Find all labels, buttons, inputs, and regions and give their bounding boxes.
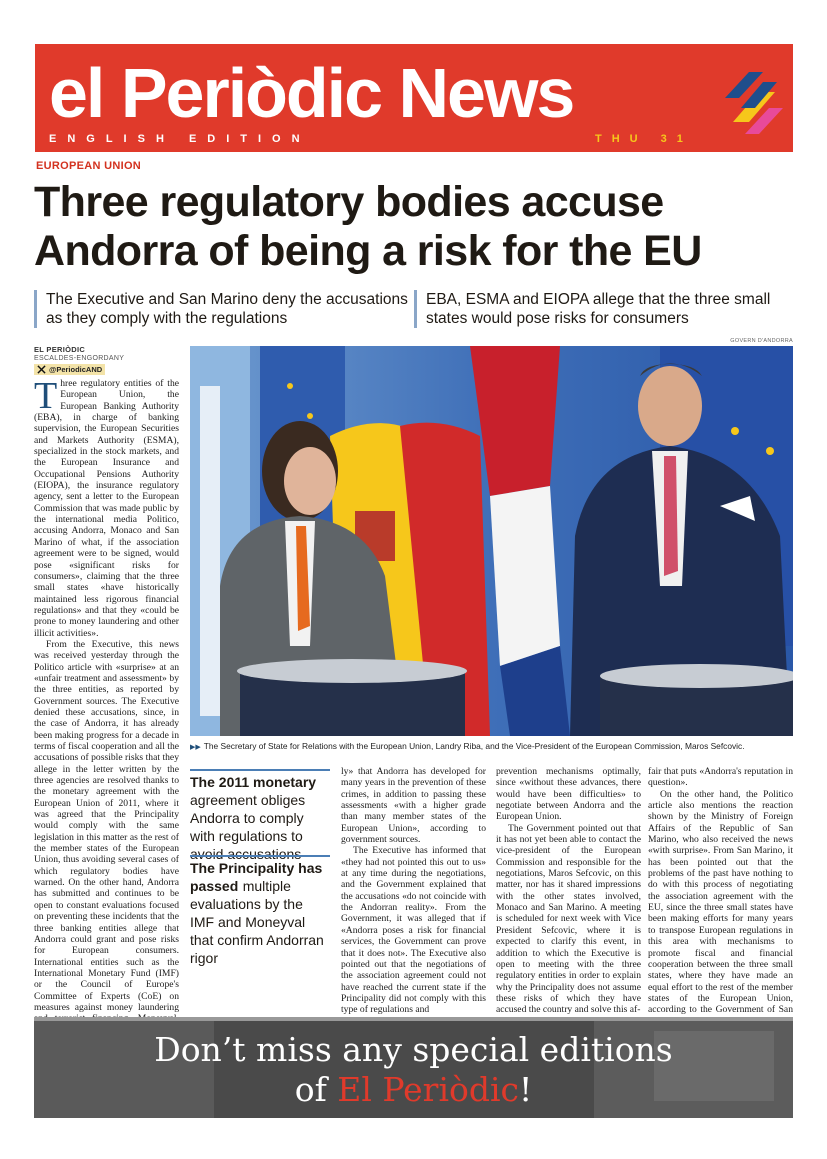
paragraph: prevention mechanisms optimally, since «without these advances, there would have been difficulties» to negotiate between Andorra and the European Union. (496, 766, 641, 823)
subheadline-right: EBA, ESMA and EIOPA allege that the three small states would pose risks for consumers (414, 290, 794, 328)
pull-quote-strong: The Principality has passed (190, 860, 323, 894)
paragraph: From the Executive, this news was received yesterday through the Politico article with «surprise» at an «unfair treatment and assessment» by the three entities, as reported by Government sources. The Executive denied these accusations, since, in the case of Andorra, it has already been making progress for a decade in terms of fiscal cooperation and all the accusations of possible risks that they allege in the letter written by the three agencies are resolved thanks to the monetary agreement with the European Union of 2011, where it was agreed that the Principality would comply with the same legislation in this matter as the rest of the member states of the European Union, thus avoiding several cases of which regulatory bodies have warned. On the other hand, Andorra has submitted and continues to be open to constant evaluations focused on preventing these incidents that the three banking entities allege that Andorra could grant and pose risks for European consumers. International entities such as the International Monetary Fund (IMF) or the Council of Europe's Committee of Experts (CoE) on measures against money laundering (34, 638, 179, 1013)
article-column-2 (341, 766, 486, 1016)
paragraph: ly» that Andorra has developed for many years in the prevention of these crimes, in addition to passing these assessments «with a higher grade than many member states of the European Union», according to government sources. (341, 766, 486, 846)
paragraph: The Executive has informed that «they had not pointed this out to us» at any time during the negotiations, and the Government explained that the accusations «do not coincide with the Andorran reality». From the Government, it was alleged that if «Andorra poses a risk for financial services, the Government can prove that it does not». The Executive also pointed out that the negotiations of the association agreement could not have reached the current state if the Principality did not comply with this type of regulations and (341, 845, 486, 1016)
masthead-title[interactable]: el Periòdic News (49, 54, 574, 132)
pull-quote-1 (190, 769, 330, 864)
byline-place: ESCALDES-ENGORDANY (34, 355, 125, 362)
article-column-1 (34, 375, 179, 1047)
press-conference-image (190, 346, 793, 736)
article-column-4 (648, 766, 793, 1027)
subheadline-left: The Executive and San Marino deny the accusations as they comply with the regulations (34, 290, 409, 328)
pull-quote-2 (190, 855, 330, 968)
photo-credit: GOVERN D'ANDORRA (730, 338, 793, 344)
ad-subline: of El Periòdic! (294, 1070, 533, 1109)
byline (34, 345, 179, 375)
twitter-handle[interactable] (34, 364, 105, 375)
paragraph: The Government pointed out that it has not yet been able to contact the vice-president of the European Commission and responsible for the negotiations, Maros Sefcovic, on this matter, nor has it shared impressions with the other states involved, Monaco and San Marino. A meeting is scheduled for next week with Vice President Sefcovic, where it is expected to clarify this event, in addition to which the Executive is open to meeting with the three regulatory entities in order to explain why the Principality does not assume these risks of which they have accused the country and solve this af- (496, 822, 641, 1016)
paragraph: On the other hand, the Politico article also mentions the reaction shown by the Ministry of Foreign Affairs of the Republic of San Marino, who also received the news «with surprise». From San Marino, it has been pointed out that the problems of the past have nothing to do with this process of negotiating the association agreement with the EU, since the three small states have been making efforts for many years to transpose European regulations in this area with mechanisms to promote fiscal and financial cooperation between the three small states, where they have made an equal effort to the rest of the member states of the European Union, according to the Government of San (648, 789, 793, 1027)
masthead-date: THU 31 (595, 133, 693, 145)
flag-stripes-logo-icon (719, 68, 783, 138)
paragraph: Three regulatory entities of the European Union, the European Banking Authority (EBA), in charge of banking supervision, the European Securities and Markets Authority (ESMA), specialized in the stock markets, and the European Insurance and Occupational Pensions Authority (EIOPA), the insurance regulatory agency, sent a letter to the European Commission that was made public by the international media Politico, accusing Andorra, Monaco and San Marino of what, if the association agreement were to be signed, would pose «significant risks for consumers», claiming that the three small states «have historically maintained less rigorous financial regulations» and that they «could be prone to money laundering and other illicit activities». (34, 375, 179, 639)
masthead-edition: ENGLISH EDITION (49, 133, 311, 145)
pull-quote-text: multiple evaluations by the IMF and Moneyval that confirm Andorran rigor (190, 878, 324, 966)
pull-quote-strong: The 2011 monetary (190, 774, 317, 790)
article-column-3 (496, 766, 641, 1016)
x-logo-icon (37, 365, 46, 374)
byline-author: EL PERIÒDIC (34, 345, 86, 354)
pull-quote-text: agreement obliges Andorra to comply with regulations to avoid accusations (190, 792, 306, 862)
dropcap: T (34, 375, 58, 417)
caption-arrow-icon: ▶▶ (190, 744, 201, 751)
ad-headline: Don’t miss any special editions (154, 1030, 673, 1069)
section-label[interactable]: EUROPEAN UNION (36, 160, 142, 172)
headline: Three regulatory bodies accuse Andorra of being a risk for the EU (34, 178, 702, 275)
ad-brand[interactable]: El Periòdic (337, 1070, 520, 1109)
article-photo[interactable] (190, 346, 793, 736)
twitter-handle-text: @PeriodicAND (49, 365, 103, 374)
photo-caption: ▶▶ The Secretary of State for Relations with the European Union, Landry Riba, and the Vice-President of the European Commission, Maros Sefcovic. (190, 741, 745, 751)
masthead (35, 44, 793, 152)
advertisement-banner[interactable] (34, 1021, 793, 1118)
paragraph: fair that puts «Andorra's reputation in question». (648, 766, 793, 789)
